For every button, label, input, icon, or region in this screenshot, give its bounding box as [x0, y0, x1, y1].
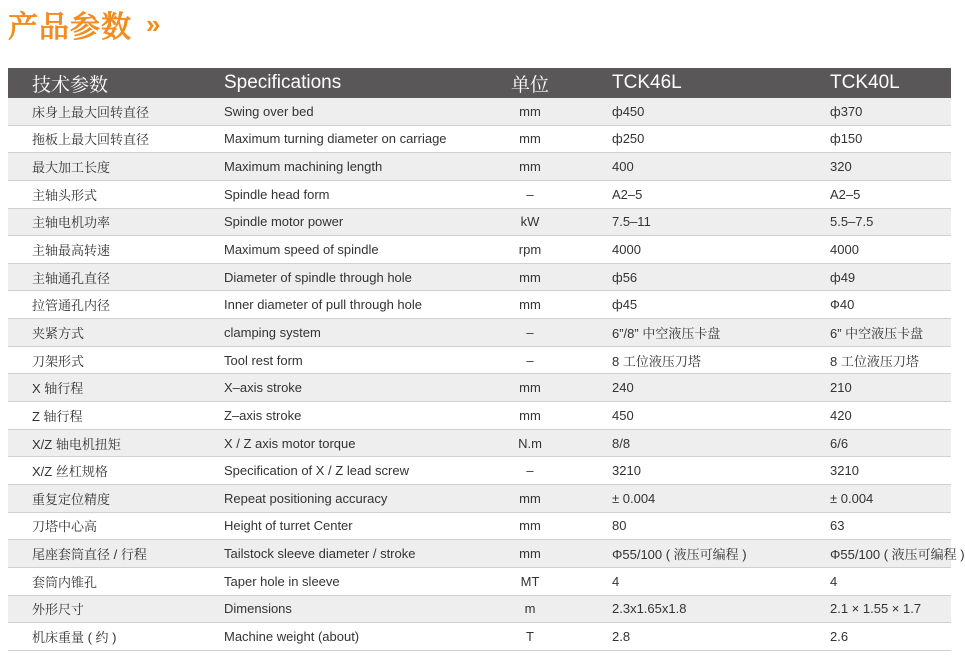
cell-unit: mm: [466, 484, 594, 512]
cell-unit: T: [466, 623, 594, 651]
cell-specification-en: Maximum machining length: [224, 153, 466, 181]
cell-tck46l-value: ф45: [594, 291, 822, 319]
cell-tck46l-value: 400: [594, 153, 822, 181]
cell-parameter-cn: 主轴通孔直径: [8, 263, 224, 291]
cell-parameter-cn: 主轴电机功率: [8, 208, 224, 236]
cell-specification-en: Diameter of spindle through hole: [224, 263, 466, 291]
cell-tck46l-value: 8 工位液压刀塔: [594, 346, 822, 374]
cell-specification-en: Tailstock sleeve diameter / stroke: [224, 540, 466, 568]
cell-unit: mm: [466, 374, 594, 402]
table-row: [8, 457, 951, 485]
cell-tck40l-value: 6” 中空液压卡盘: [822, 319, 951, 347]
cell-specification-en: Tool rest form: [224, 346, 466, 374]
cell-tck40l-value: 320: [822, 153, 951, 181]
cell-unit: kW: [466, 208, 594, 236]
cell-tck40l-value: 63: [822, 512, 951, 540]
table-row: [8, 208, 951, 236]
cell-specification-en: X / Z axis motor torque: [224, 429, 466, 457]
cell-unit: –: [466, 319, 594, 347]
cell-parameter-cn: 刀塔中心高: [8, 512, 224, 540]
cell-specification-en: Maximum speed of spindle: [224, 236, 466, 264]
table-row: [8, 98, 951, 125]
table-header-row: [8, 68, 951, 98]
cell-tck46l-value: ф450: [594, 98, 822, 125]
table-row: [8, 429, 951, 457]
cell-tck40l-value: Ф40: [822, 291, 951, 319]
cell-unit: N.m: [466, 429, 594, 457]
cell-tck46l-value: 450: [594, 402, 822, 430]
table-row: [8, 623, 951, 651]
cell-tck40l-value: 3210: [822, 457, 951, 485]
cell-unit: mm: [466, 125, 594, 153]
table-row: [8, 263, 951, 291]
cell-tck46l-value: ф56: [594, 263, 822, 291]
table-row: [8, 291, 951, 319]
cell-parameter-cn: X 轴行程: [8, 374, 224, 402]
cell-unit: mm: [466, 98, 594, 125]
cell-tck40l-value: 2.1 × 1.55 × 1.7: [822, 595, 951, 623]
cell-parameter-cn: 外形尺寸: [8, 595, 224, 623]
cell-tck40l-value: 4: [822, 567, 951, 595]
specifications-table: [8, 68, 965, 651]
cell-specification-en: Spindle motor power: [224, 208, 466, 236]
cell-parameter-cn: 尾座套筒直径 / 行程: [8, 540, 224, 568]
cell-unit: –: [466, 346, 594, 374]
cell-unit: mm: [466, 512, 594, 540]
table-row: [8, 346, 951, 374]
cell-tck40l-value: 6/6: [822, 429, 951, 457]
header-unit: 单位: [466, 68, 594, 98]
cell-tck40l-value: 4000: [822, 236, 951, 264]
cell-parameter-cn: 拖板上最大回转直径: [8, 125, 224, 153]
cell-specification-en: Height of turret Center: [224, 512, 466, 540]
cell-unit: mm: [466, 402, 594, 430]
cell-tck46l-value: 2.8: [594, 623, 822, 651]
header-model-tck46l: TCK46L: [594, 68, 822, 98]
cell-unit: rpm: [466, 236, 594, 264]
table-row: [8, 374, 951, 402]
cell-parameter-cn: 机床重量 ( 约 ): [8, 623, 224, 651]
cell-tck40l-value: 210: [822, 374, 951, 402]
cell-tck40l-value: 8 工位液压刀塔: [822, 346, 951, 374]
cell-tck46l-value: 6”/8” 中空液压卡盘: [594, 319, 822, 347]
cell-unit: m: [466, 595, 594, 623]
cell-tck40l-value: A2–5: [822, 180, 951, 208]
table-row: [8, 125, 951, 153]
cell-parameter-cn: 最大加工长度: [8, 153, 224, 181]
cell-specification-en: Z–axis stroke: [224, 402, 466, 430]
cell-tck40l-value: 2.6: [822, 623, 951, 651]
table-row: [8, 512, 951, 540]
cell-parameter-cn: 夹紧方式: [8, 319, 224, 347]
cell-specification-en: Machine weight (about): [224, 623, 466, 651]
cell-parameter-cn: Z 轴行程: [8, 402, 224, 430]
cell-tck46l-value: 80: [594, 512, 822, 540]
cell-tck46l-value: 3210: [594, 457, 822, 485]
cell-specification-en: Swing over bed: [224, 98, 466, 125]
table-row: [8, 180, 951, 208]
header-specifications: Specifications: [224, 68, 466, 98]
cell-specification-en: Repeat positioning accuracy: [224, 484, 466, 512]
cell-tck46l-value: 4000: [594, 236, 822, 264]
cell-specification-en: Taper hole in sleeve: [224, 567, 466, 595]
cell-unit: mm: [466, 291, 594, 319]
cell-parameter-cn: 拉管通孔内径: [8, 291, 224, 319]
cell-parameter-cn: 套筒内锥孔: [8, 567, 224, 595]
table-row: [8, 540, 951, 568]
cell-tck46l-value: 2.3x1.65x1.8: [594, 595, 822, 623]
table-row: [8, 402, 951, 430]
header-parameter-cn: 技术参数: [8, 68, 224, 98]
table-row: [8, 236, 951, 264]
cell-tck46l-value: 7.5–11: [594, 208, 822, 236]
cell-parameter-cn: 重复定位精度: [8, 484, 224, 512]
cell-tck46l-value: A2–5: [594, 180, 822, 208]
cell-parameter-cn: 床身上最大回转直径: [8, 98, 224, 125]
page-title: 产品参数: [8, 10, 132, 45]
table-body: [8, 98, 965, 650]
cell-tck46l-value: 240: [594, 374, 822, 402]
cell-tck40l-value: 420: [822, 402, 951, 430]
table-row: [8, 484, 951, 512]
cell-unit: –: [466, 457, 594, 485]
cell-parameter-cn: 刀架形式: [8, 346, 224, 374]
cell-parameter-cn: X/Z 轴电机扭矩: [8, 429, 224, 457]
cell-tck46l-value: 4: [594, 567, 822, 595]
header-model-tck40l: TCK40L: [822, 68, 951, 98]
double-chevron-icon: »: [146, 8, 157, 39]
cell-tck46l-value: Φ55/100 ( 液压可编程 ): [594, 540, 822, 568]
table-row: [8, 153, 951, 181]
cell-tck40l-value: ± 0.004: [822, 484, 951, 512]
table-row: [8, 595, 951, 623]
cell-unit: MT: [466, 567, 594, 595]
cell-tck40l-value: ф370: [822, 98, 951, 125]
cell-tck40l-value: 5.5–7.5: [822, 208, 951, 236]
cell-tck46l-value: ф250: [594, 125, 822, 153]
cell-tck46l-value: ± 0.004: [594, 484, 822, 512]
cell-specification-en: Spindle head form: [224, 180, 466, 208]
cell-unit: mm: [466, 540, 594, 568]
table-row: [8, 567, 951, 595]
cell-specification-en: Specification of X / Z lead screw: [224, 457, 466, 485]
cell-specification-en: X–axis stroke: [224, 374, 466, 402]
cell-unit: mm: [466, 263, 594, 291]
cell-specification-en: Inner diameter of pull through hole: [224, 291, 466, 319]
cell-unit: mm: [466, 153, 594, 181]
cell-parameter-cn: 主轴头形式: [8, 180, 224, 208]
cell-specification-en: Maximum turning diameter on carriage: [224, 125, 466, 153]
cell-unit: –: [466, 180, 594, 208]
cell-specification-en: Dimensions: [224, 595, 466, 623]
table-row: [8, 319, 951, 347]
cell-specification-en: clamping system: [224, 319, 466, 347]
cell-tck40l-value: ф150: [822, 125, 951, 153]
cell-parameter-cn: X/Z 丝杠规格: [8, 457, 224, 485]
cell-parameter-cn: 主轴最高转速: [8, 236, 224, 264]
cell-tck40l-value: Φ55/100 ( 液压可编程 ): [822, 540, 951, 568]
cell-tck46l-value: 8/8: [594, 429, 822, 457]
page-header: [8, 4, 156, 44]
cell-tck40l-value: ф49: [822, 263, 951, 291]
